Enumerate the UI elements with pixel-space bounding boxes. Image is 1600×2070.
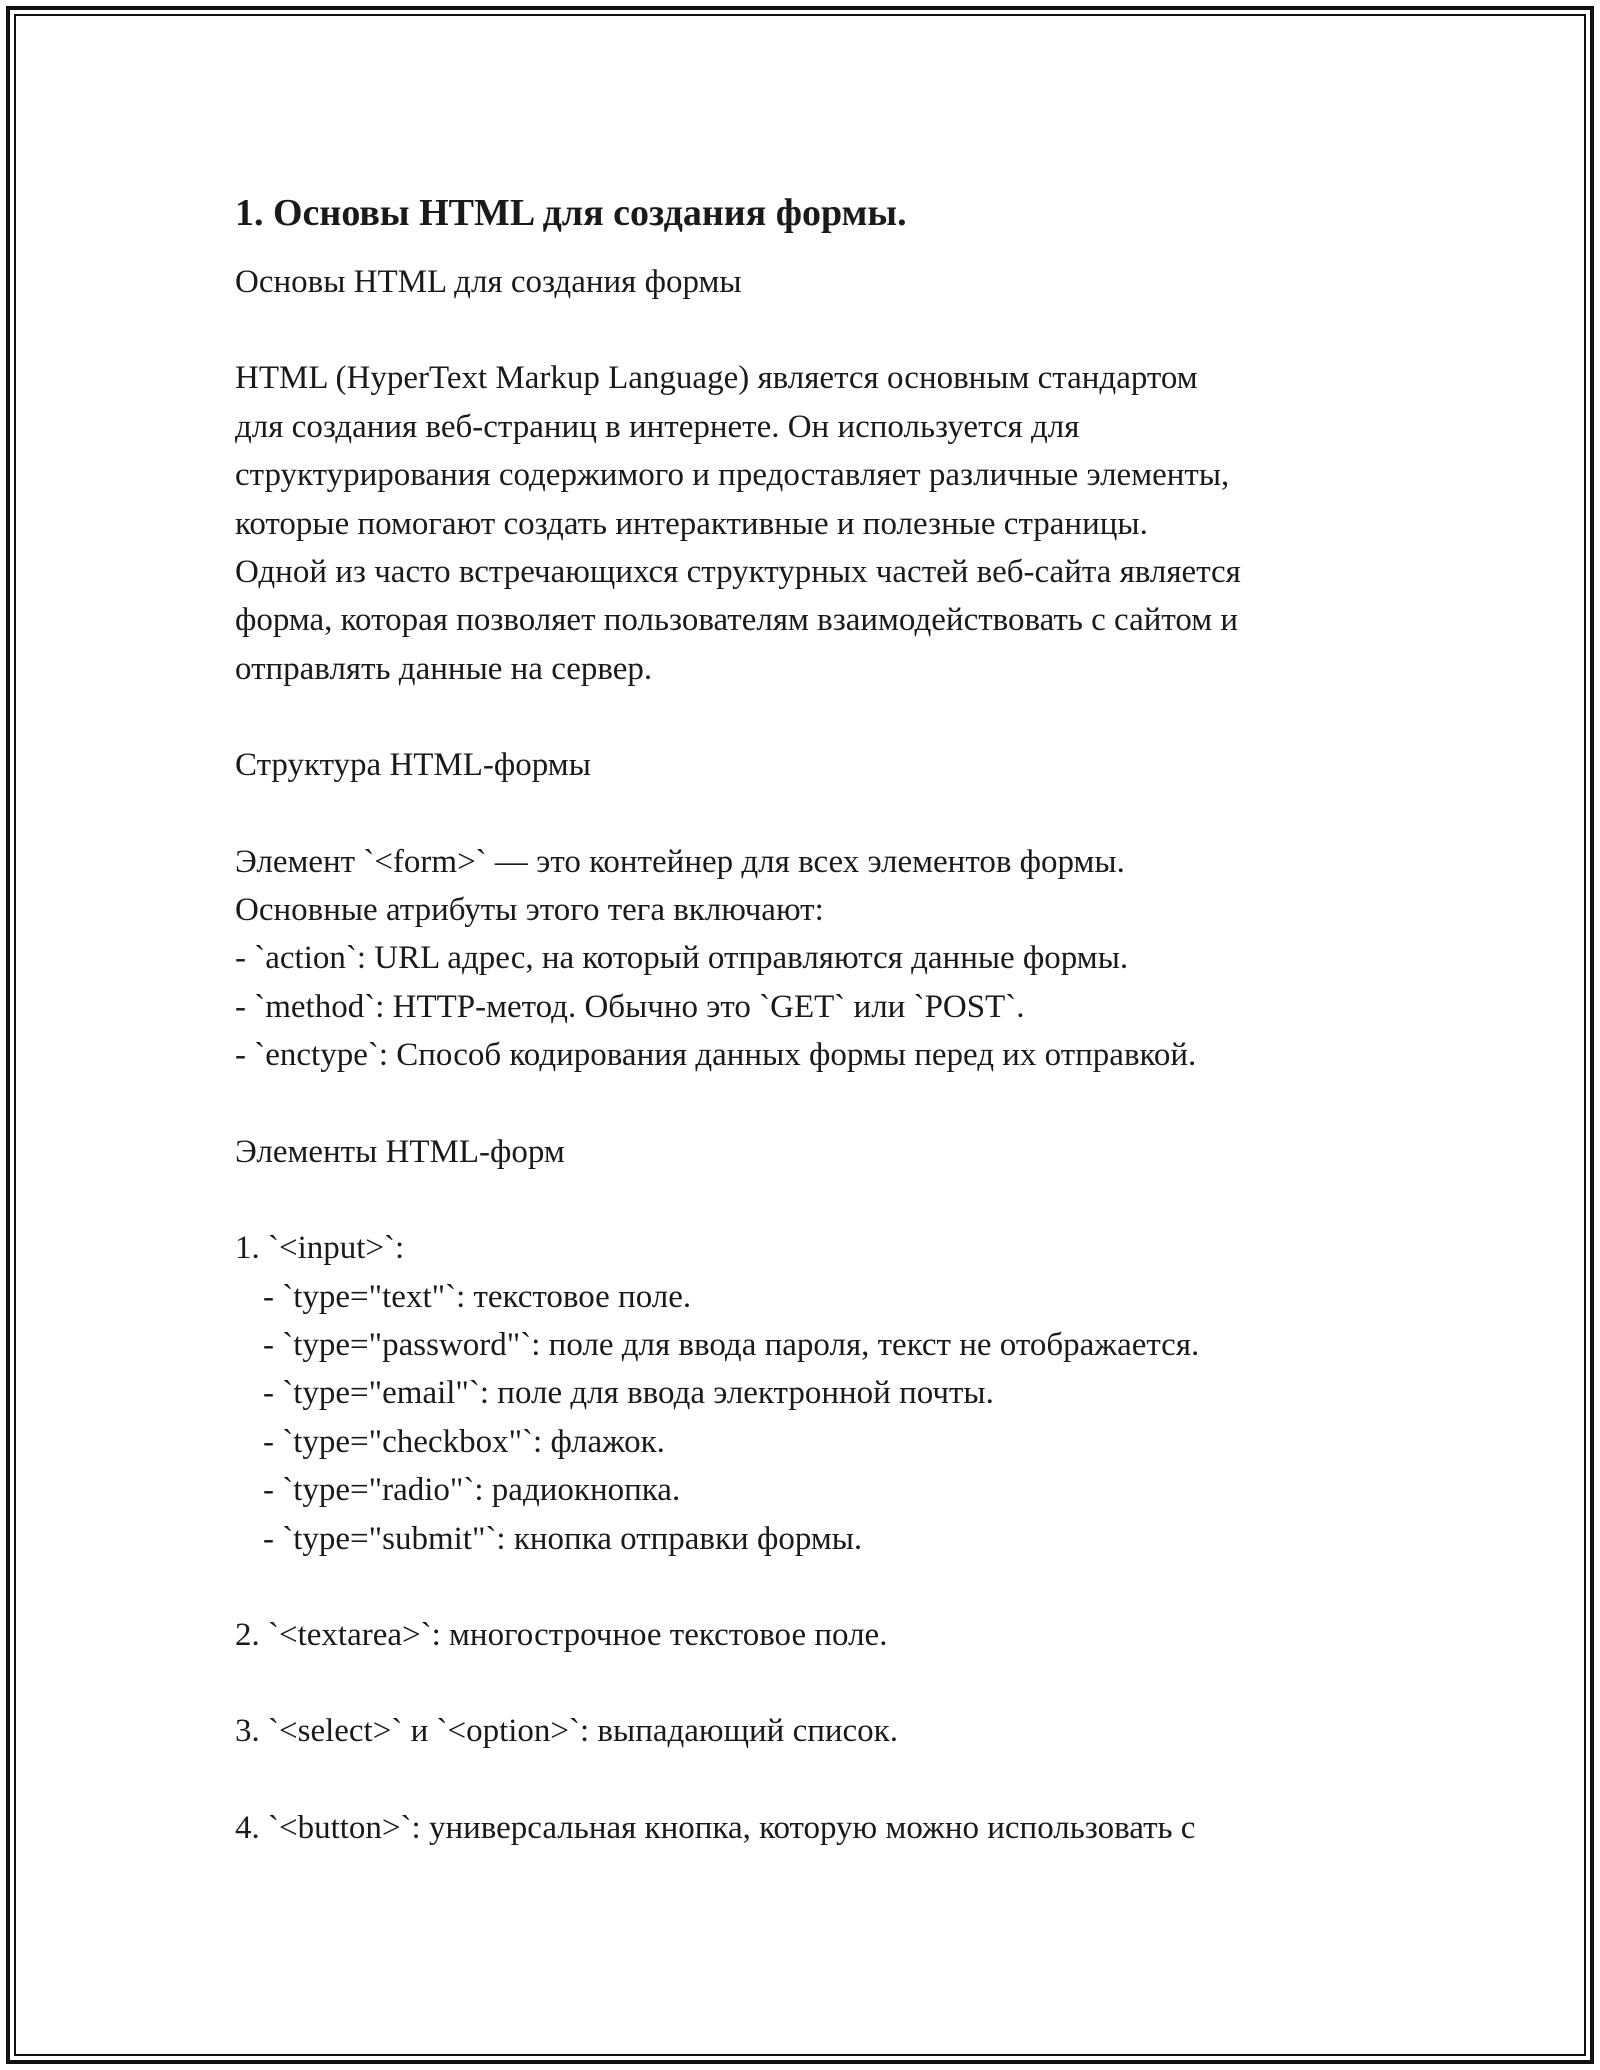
intro-paragraph	[235, 354, 1435, 693]
document-heading: 1. Основы HTML для создания формы.	[235, 192, 907, 234]
textarea-element-item: 2. `<textarea>`: многострочное текстовое поле.	[235, 1616, 888, 1653]
form-attribute-action: - `action`: URL адрес, на который отправляются данные формы.	[235, 940, 1129, 977]
select-element-item: 3. `<select>` и `<option>`: выпадающий список.	[235, 1713, 898, 1750]
form-element-line: Основные атрибуты этого тега включают:	[235, 892, 824, 929]
button-element-item: 4. `<button>`: универсальная кнопка, которую можно использовать с	[235, 1809, 1196, 1846]
input-type-item: - `type="email"`: поле для ввода электронной почты.	[263, 1375, 994, 1412]
document-body	[235, 186, 1435, 1900]
intro-line: для создания веб-страниц в интернете. Он используется для	[235, 408, 1080, 445]
form-attribute-method: - `method`: HTTP-метод. Обычно это `GET` или `POST`.	[235, 988, 1025, 1025]
input-element-list	[235, 1224, 1435, 1563]
structure-section-title: Структура HTML-формы	[235, 747, 591, 784]
input-type-item: - `type="submit"`: кнопка отправки формы.	[263, 1520, 863, 1557]
intro-line: структурирования содержимого и предоставляет различные элементы,	[235, 457, 1230, 494]
intro-line: отправлять данные на сервер.	[235, 650, 653, 687]
form-element-description	[235, 838, 1435, 1080]
input-type-item: - `type="password"`: поле для ввода пароля, текст не отображается.	[263, 1326, 1200, 1363]
elements-section-title: Элементы HTML-форм	[235, 1133, 565, 1170]
intro-line: которые помогают создать интерактивные и полезные страницы.	[235, 505, 1148, 542]
input-type-item: - `type="checkbox"`: флажок.	[263, 1423, 665, 1460]
intro-line: HTML (HyperText Markup Language) является основным стандартом	[235, 360, 1198, 397]
intro-line: Одной из часто встречающихся структурных частей веб-сайта является	[235, 554, 1241, 591]
input-type-item: - `type="text"`: текстовое поле.	[263, 1278, 692, 1315]
intro-line: форма, которая позволяет пользователям взаимодействовать с сайтом и	[235, 602, 1239, 639]
input-type-item: - `type="radio"`: радиокнопка.	[263, 1472, 681, 1509]
form-element-line: Элемент `<form>` — это контейнер для всех элементов формы.	[235, 843, 1125, 880]
input-element-title: 1. `<input>`:	[235, 1230, 405, 1267]
form-attribute-enctype: - `enctype`: Способ кодирования данных формы перед их отправкой.	[235, 1037, 1197, 1074]
document-subtitle: Основы HTML для создания формы	[235, 264, 742, 300]
